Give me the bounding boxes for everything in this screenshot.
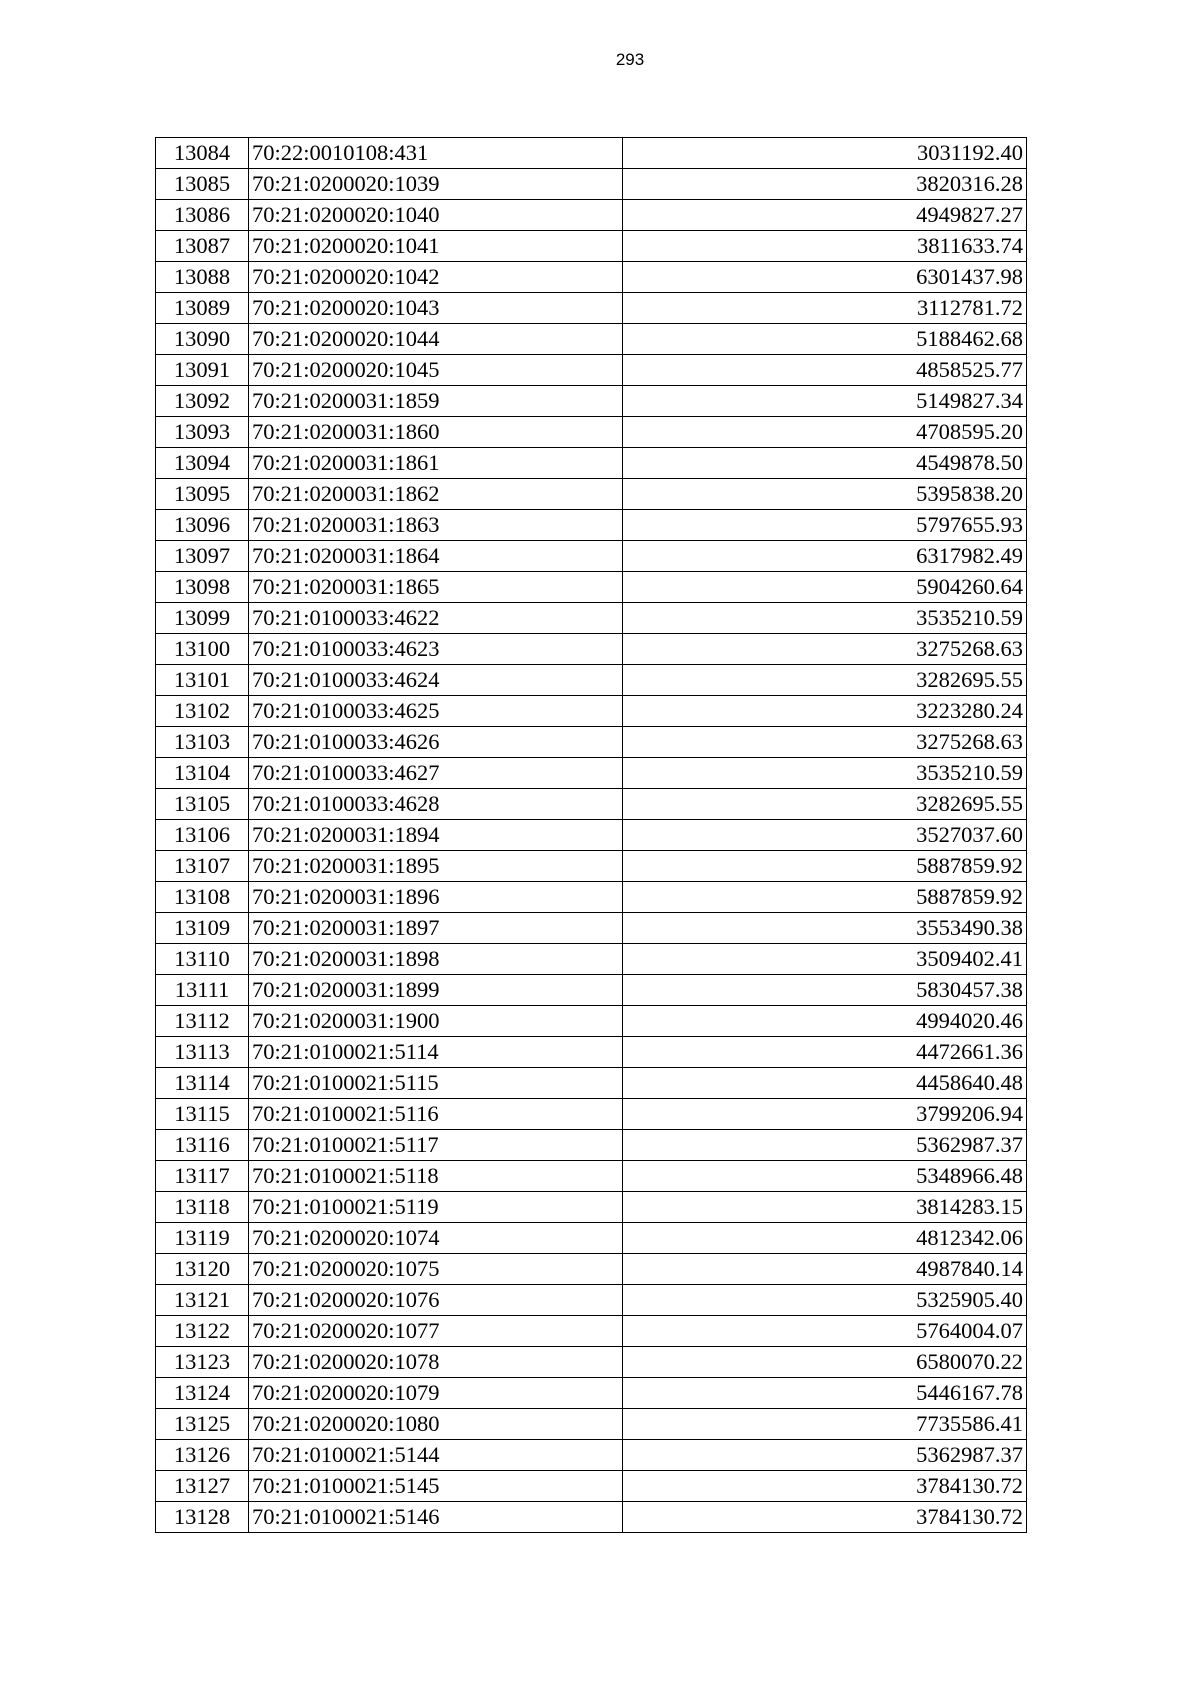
table-row — [156, 1006, 1027, 1037]
table-row — [156, 944, 1027, 975]
cadastral-number-cell: 70:21:0100033:4627 — [249, 758, 623, 789]
cadastral-value-cell: 4549878.50 — [623, 448, 1027, 479]
cadastral-value-cell: 3814283.15 — [623, 1192, 1027, 1223]
cadastral-value-cell: 4812342.06 — [623, 1223, 1027, 1254]
cadastral-number-cell: 70:21:0200031:1862 — [249, 479, 623, 510]
table-row — [156, 479, 1027, 510]
cadastral-value-cell: 3784130.72 — [623, 1502, 1027, 1533]
row-number-cell: 13114 — [156, 1068, 249, 1099]
row-number-cell: 13099 — [156, 603, 249, 634]
table-row — [156, 913, 1027, 944]
cadastral-value-cell: 3527037.60 — [623, 820, 1027, 851]
cadastral-number-cell: 70:21:0200020:1042 — [249, 262, 623, 293]
cadastral-number-cell: 70:21:0200031:1900 — [249, 1006, 623, 1037]
cadastral-value-cell: 5446167.78 — [623, 1378, 1027, 1409]
cadastral-value-cell: 5149827.34 — [623, 386, 1027, 417]
row-number-cell: 13086 — [156, 200, 249, 231]
cadastral-value-cell: 5830457.38 — [623, 975, 1027, 1006]
row-number-cell: 13125 — [156, 1409, 249, 1440]
cadastral-number-cell: 70:21:0200031:1859 — [249, 386, 623, 417]
cadastral-number-cell: 70:21:0200031:1896 — [249, 882, 623, 913]
row-number-cell: 13088 — [156, 262, 249, 293]
cadastral-value-cell: 5362987.37 — [623, 1440, 1027, 1471]
row-number-cell: 13087 — [156, 231, 249, 262]
cadastral-number-cell: 70:21:0100033:4623 — [249, 634, 623, 665]
row-number-cell: 13123 — [156, 1347, 249, 1378]
table-row — [156, 727, 1027, 758]
row-number-cell: 13094 — [156, 448, 249, 479]
table-row — [156, 572, 1027, 603]
row-number-cell: 13124 — [156, 1378, 249, 1409]
table-row — [156, 355, 1027, 386]
cadastral-number-cell: 70:21:0200031:1861 — [249, 448, 623, 479]
cadastral-value-cell: 4708595.20 — [623, 417, 1027, 448]
table-row — [156, 169, 1027, 200]
row-number-cell: 13107 — [156, 851, 249, 882]
row-number-cell: 13112 — [156, 1006, 249, 1037]
cadastral-number-cell: 70:21:0200031:1897 — [249, 913, 623, 944]
cadastral-number-cell: 70:21:0200031:1895 — [249, 851, 623, 882]
table-row — [156, 1037, 1027, 1068]
table-row — [156, 200, 1027, 231]
row-number-cell: 13110 — [156, 944, 249, 975]
row-number-cell: 13111 — [156, 975, 249, 1006]
table-row — [156, 1409, 1027, 1440]
table-row — [156, 789, 1027, 820]
table-row — [156, 1161, 1027, 1192]
cadastral-number-cell: 70:21:0100021:5115 — [249, 1068, 623, 1099]
cadastral-value-cell: 3535210.59 — [623, 603, 1027, 634]
row-number-cell: 13101 — [156, 665, 249, 696]
table-row — [156, 1471, 1027, 1502]
cadastral-number-cell: 70:21:0100033:4622 — [249, 603, 623, 634]
cadastral-number-cell: 70:21:0200031:1863 — [249, 510, 623, 541]
row-number-cell: 13090 — [156, 324, 249, 355]
cadastral-number-cell: 70:21:0200020:1078 — [249, 1347, 623, 1378]
row-number-cell: 13096 — [156, 510, 249, 541]
cadastral-number-cell: 70:21:0200031:1864 — [249, 541, 623, 572]
cadastral-value-cell: 3811633.74 — [623, 231, 1027, 262]
cadastral-value-cell: 3031192.40 — [623, 138, 1027, 169]
cadastral-value-cell: 5797655.93 — [623, 510, 1027, 541]
table-row — [156, 417, 1027, 448]
cadastral-number-cell: 70:21:0200020:1044 — [249, 324, 623, 355]
cadastral-value-cell: 3799206.94 — [623, 1099, 1027, 1130]
cadastral-number-cell: 70:21:0100021:5114 — [249, 1037, 623, 1068]
cadastral-number-cell: 70:21:0200031:1894 — [249, 820, 623, 851]
table-row — [156, 541, 1027, 572]
row-number-cell: 13098 — [156, 572, 249, 603]
table-row — [156, 975, 1027, 1006]
cadastral-value-cell: 4458640.48 — [623, 1068, 1027, 1099]
row-number-cell: 13091 — [156, 355, 249, 386]
table-row — [156, 820, 1027, 851]
row-number-cell: 13089 — [156, 293, 249, 324]
cadastral-number-cell: 70:21:0200020:1074 — [249, 1223, 623, 1254]
table-row — [156, 1347, 1027, 1378]
row-number-cell: 13105 — [156, 789, 249, 820]
cadastral-number-cell: 70:21:0200031:1865 — [249, 572, 623, 603]
table-row — [156, 324, 1027, 355]
cadastral-number-cell: 70:21:0100033:4626 — [249, 727, 623, 758]
row-number-cell: 13097 — [156, 541, 249, 572]
table-row — [156, 696, 1027, 727]
row-number-cell: 13100 — [156, 634, 249, 665]
cadastral-value-cell: 3553490.38 — [623, 913, 1027, 944]
cadastral-value-cell: 6317982.49 — [623, 541, 1027, 572]
cadastral-value-table — [155, 137, 1027, 1533]
table-row — [156, 510, 1027, 541]
cadastral-value-cell: 5395838.20 — [623, 479, 1027, 510]
cadastral-number-cell: 70:21:0200031:1898 — [249, 944, 623, 975]
row-number-cell: 13108 — [156, 882, 249, 913]
cadastral-value-cell: 5362987.37 — [623, 1130, 1027, 1161]
table-row — [156, 758, 1027, 789]
table-body — [156, 138, 1027, 1533]
cadastral-value-cell: 7735586.41 — [623, 1409, 1027, 1440]
cadastral-number-cell: 70:21:0100021:5117 — [249, 1130, 623, 1161]
row-number-cell: 13103 — [156, 727, 249, 758]
cadastral-number-cell: 70:21:0200020:1043 — [249, 293, 623, 324]
row-number-cell: 13121 — [156, 1285, 249, 1316]
cadastral-value-cell: 6580070.22 — [623, 1347, 1027, 1378]
cadastral-value-cell: 3535210.59 — [623, 758, 1027, 789]
cadastral-number-cell: 70:21:0100021:5144 — [249, 1440, 623, 1471]
row-number-cell: 13122 — [156, 1316, 249, 1347]
table-row — [156, 1316, 1027, 1347]
row-number-cell: 13117 — [156, 1161, 249, 1192]
row-number-cell: 13128 — [156, 1502, 249, 1533]
cadastral-number-cell: 70:21:0100021:5146 — [249, 1502, 623, 1533]
cadastral-number-cell: 70:21:0200020:1079 — [249, 1378, 623, 1409]
table-row — [156, 665, 1027, 696]
cadastral-value-cell: 3223280.24 — [623, 696, 1027, 727]
cadastral-number-cell: 70:21:0100021:5118 — [249, 1161, 623, 1192]
cadastral-number-cell: 70:21:0200020:1080 — [249, 1409, 623, 1440]
cadastral-value-cell: 5887859.92 — [623, 882, 1027, 913]
table-row — [156, 1192, 1027, 1223]
cadastral-value-cell: 3112781.72 — [623, 293, 1027, 324]
cadastral-number-cell: 70:21:0200020:1077 — [249, 1316, 623, 1347]
row-number-cell: 13092 — [156, 386, 249, 417]
cadastral-value-cell: 5325905.40 — [623, 1285, 1027, 1316]
table-row — [156, 293, 1027, 324]
cadastral-value-cell: 3820316.28 — [623, 169, 1027, 200]
cadastral-value-cell: 4994020.46 — [623, 1006, 1027, 1037]
page-number: 293 — [615, 50, 645, 69]
table-row — [156, 1223, 1027, 1254]
table-row — [156, 851, 1027, 882]
cadastral-number-cell: 70:21:0100021:5116 — [249, 1099, 623, 1130]
cadastral-value-cell: 4949827.27 — [623, 200, 1027, 231]
cadastral-number-cell: 70:21:0100033:4625 — [249, 696, 623, 727]
row-number-cell: 13113 — [156, 1037, 249, 1068]
cadastral-number-cell: 70:21:0200020:1045 — [249, 355, 623, 386]
table-row — [156, 1378, 1027, 1409]
row-number-cell: 13119 — [156, 1223, 249, 1254]
cadastral-value-cell: 3509402.41 — [623, 944, 1027, 975]
table-row — [156, 1130, 1027, 1161]
cadastral-number-cell: 70:21:0200031:1899 — [249, 975, 623, 1006]
table-row — [156, 1502, 1027, 1533]
table-row — [156, 1254, 1027, 1285]
table-row — [156, 1068, 1027, 1099]
cadastral-value-cell: 4472661.36 — [623, 1037, 1027, 1068]
row-number-cell: 13102 — [156, 696, 249, 727]
row-number-cell: 13106 — [156, 820, 249, 851]
cadastral-value-cell: 4858525.77 — [623, 355, 1027, 386]
row-number-cell: 13126 — [156, 1440, 249, 1471]
cadastral-number-cell: 70:21:0100033:4628 — [249, 789, 623, 820]
cadastral-number-cell: 70:21:0200031:1860 — [249, 417, 623, 448]
cadastral-value-cell: 4987840.14 — [623, 1254, 1027, 1285]
cadastral-number-cell: 70:21:0200020:1040 — [249, 200, 623, 231]
cadastral-value-cell: 3275268.63 — [623, 727, 1027, 758]
table-row — [156, 448, 1027, 479]
table-row — [156, 882, 1027, 913]
cadastral-value-cell: 5348966.48 — [623, 1161, 1027, 1192]
cadastral-number-cell: 70:21:0200020:1075 — [249, 1254, 623, 1285]
cadastral-number-cell: 70:21:0100021:5145 — [249, 1471, 623, 1502]
cadastral-number-cell: 70:21:0200020:1039 — [249, 169, 623, 200]
cadastral-number-cell: 70:22:0010108:431 — [249, 138, 623, 169]
cadastral-number-cell: 70:21:0100021:5119 — [249, 1192, 623, 1223]
row-number-cell: 13118 — [156, 1192, 249, 1223]
row-number-cell: 13115 — [156, 1099, 249, 1130]
table-row — [156, 231, 1027, 262]
cadastral-value-cell: 5904260.64 — [623, 572, 1027, 603]
cadastral-value-cell: 3282695.55 — [623, 665, 1027, 696]
table-row — [156, 1285, 1027, 1316]
row-number-cell: 13127 — [156, 1471, 249, 1502]
cadastral-value-cell: 6301437.98 — [623, 262, 1027, 293]
row-number-cell: 13116 — [156, 1130, 249, 1161]
row-number-cell: 13084 — [156, 138, 249, 169]
row-number-cell: 13109 — [156, 913, 249, 944]
table-row — [156, 1440, 1027, 1471]
cadastral-value-cell: 3282695.55 — [623, 789, 1027, 820]
cadastral-value-cell: 3275268.63 — [623, 634, 1027, 665]
cadastral-value-cell: 5887859.92 — [623, 851, 1027, 882]
cadastral-number-cell: 70:21:0200020:1041 — [249, 231, 623, 262]
table-row — [156, 1099, 1027, 1130]
row-number-cell: 13120 — [156, 1254, 249, 1285]
row-number-cell: 13085 — [156, 169, 249, 200]
cadastral-number-cell: 70:21:0200020:1076 — [249, 1285, 623, 1316]
table-row — [156, 386, 1027, 417]
row-number-cell: 13095 — [156, 479, 249, 510]
cadastral-value-cell: 5764004.07 — [623, 1316, 1027, 1347]
cadastral-value-cell: 3784130.72 — [623, 1471, 1027, 1502]
row-number-cell: 13093 — [156, 417, 249, 448]
row-number-cell: 13104 — [156, 758, 249, 789]
cadastral-value-cell: 5188462.68 — [623, 324, 1027, 355]
table-row — [156, 603, 1027, 634]
table-row — [156, 634, 1027, 665]
table-row — [156, 262, 1027, 293]
table-row — [156, 138, 1027, 169]
cadastral-number-cell: 70:21:0100033:4624 — [249, 665, 623, 696]
